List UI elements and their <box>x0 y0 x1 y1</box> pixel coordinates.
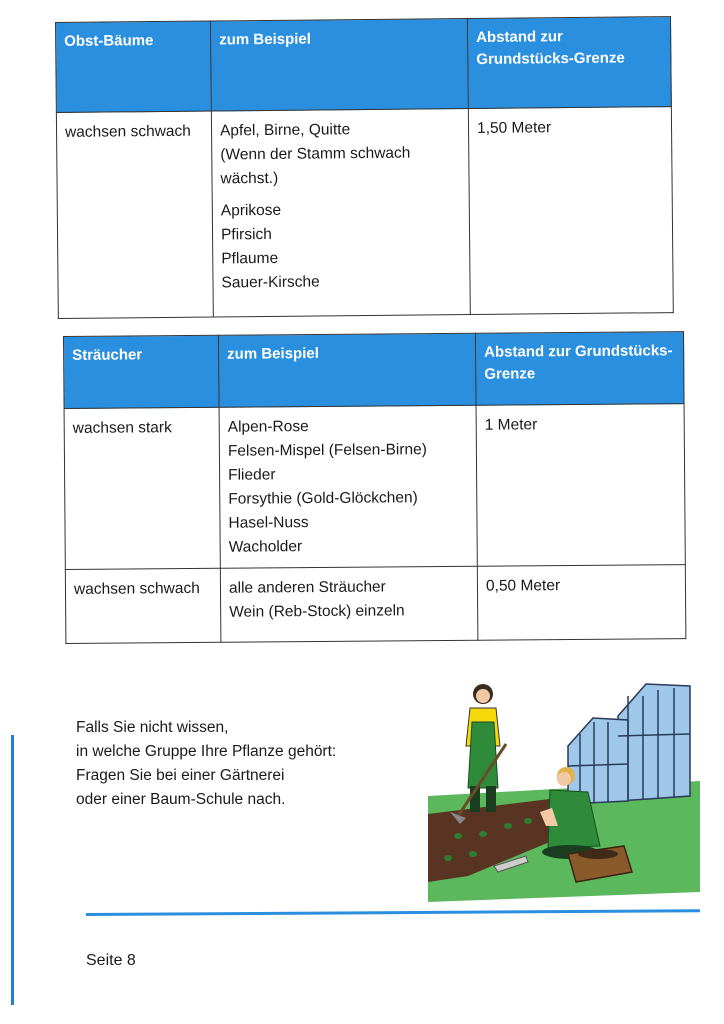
example-line: Forsythie (Gold-Glöckchen) <box>228 489 418 508</box>
help-note <box>76 716 396 812</box>
note-line: Fragen Sie bei einer Gärtnerei <box>76 767 285 784</box>
example-line: Pflaume <box>221 249 279 268</box>
example-line: Wein (Reb-Stock) einzeln <box>229 602 405 621</box>
column-header-distance: Abstand zur Grundstücks-Grenze <box>475 332 684 406</box>
fruit-trees-table <box>55 16 674 319</box>
shrubs-table <box>63 331 686 644</box>
distance-cell: 1,50 Meter <box>468 107 673 315</box>
group-cell: wachsen schwach <box>56 111 213 318</box>
distance-cell: 0,50 Meter <box>477 565 686 641</box>
table-row <box>65 565 686 644</box>
examples-cell <box>220 566 478 642</box>
example-line: Wacholder <box>228 538 303 556</box>
group-cell: wachsen schwach <box>65 568 221 643</box>
left-margin-rule <box>11 735 14 1005</box>
table-row <box>64 404 685 570</box>
example-line: Aprikose <box>220 201 282 220</box>
column-header-group: Sträucher <box>64 335 220 408</box>
column-header-group: Obst-Bäume <box>56 21 212 112</box>
example-line: Sauer-Kirsche <box>221 273 320 292</box>
column-header-distance: Abstand zur Grundstücks-Grenze <box>467 17 671 109</box>
note-line: Falls Sie nicht wissen, <box>76 719 229 736</box>
gardeners-illustration <box>428 676 700 902</box>
example-line: Apfel, Birne, Quitte <box>219 121 351 140</box>
column-header-examples: zum Beispiel <box>210 19 468 111</box>
footer-rule <box>86 909 700 916</box>
column-header-examples: zum Beispiel <box>218 333 476 407</box>
distance-cell: 1 Meter <box>476 404 685 567</box>
example-line: alle anderen Sträucher <box>228 578 386 597</box>
example-line: wächst.) <box>220 169 279 188</box>
group-cell: wachsen stark <box>64 407 220 569</box>
table-header-row <box>56 17 672 113</box>
page-number: Seite 8 <box>86 952 136 969</box>
table-row <box>56 107 673 319</box>
example-line: Hasel-Nuss <box>228 514 309 532</box>
note-line: oder einer Baum-Schule nach. <box>76 791 286 808</box>
example-line: Alpen-Rose <box>227 418 309 436</box>
example-line: (Wenn der Stamm schwach <box>220 144 411 164</box>
example-line: Flieder <box>228 466 276 484</box>
table-header-row <box>64 332 685 409</box>
example-line: Pfirsich <box>220 225 272 244</box>
examples-cell <box>219 405 477 568</box>
example-line: Felsen-Mispel (Felsen-Birne) <box>227 441 427 460</box>
note-line: in welche Gruppe Ihre Pflanze gehört: <box>76 743 337 760</box>
greenhouse-icon <box>568 684 690 804</box>
examples-cell <box>211 109 470 317</box>
